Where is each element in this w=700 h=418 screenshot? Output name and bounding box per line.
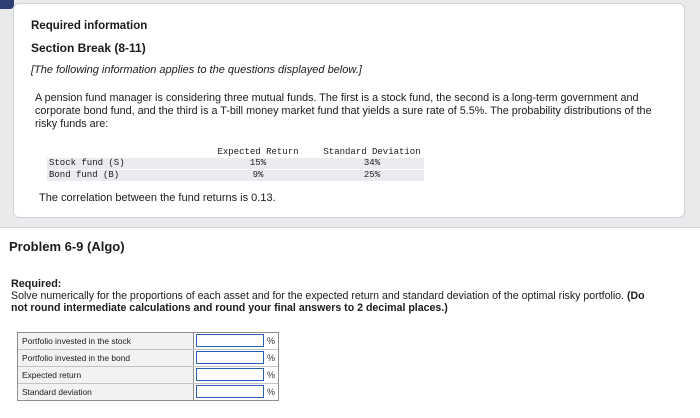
percent-unit: % [267,336,276,346]
answer-row-stock [18,333,278,350]
info-intro: A pension fund manager is considering three mutual funds. The first is a stock fund, the second is a long-term government and corporate bond fund, and the third is a T-bill money market fund that yields a sure rate of 5.5%. The probability distributions of the risky funds are: [35,92,652,130]
fund-name: Stock fund (S) [49,158,125,168]
answer-label: Portfolio invested in the stock [18,333,194,349]
answer-row-bond [18,350,278,367]
standard-deviation-input[interactable] [196,385,264,398]
fund-expected-return: 9% [252,170,264,180]
answer-row-standard-deviation [18,384,278,400]
fund-distribution-table [47,147,424,181]
correlation-text: The correlation between the fund returns is 0.13. [39,192,276,204]
stock-proportion-input[interactable] [196,334,264,347]
table-row [47,158,424,169]
info-note: [The following information applies to the questions displayed below.] [31,64,362,76]
required-instructions-text: Solve numerically for the proportions of each asset and for the expected return and standard deviation of the optimal risky portfolio. [11,290,625,302]
table-row [47,170,424,181]
percent-unit: % [267,370,276,380]
answer-grid [17,332,279,401]
fund-standard-deviation: 34% [363,158,381,168]
problem-card [0,227,700,418]
required-information-card [13,3,685,218]
header-expected-return: Expected Return [217,147,299,157]
required-label: Required: [11,278,62,290]
expected-return-input[interactable] [196,368,264,381]
answer-label: Standard deviation [18,384,194,400]
percent-unit: % [267,387,276,397]
answer-row-expected-return [18,367,278,384]
fund-name: Bond fund (B) [49,170,120,180]
info-title: Required information [31,20,148,32]
corner-tab [0,0,14,9]
percent-unit: % [267,353,276,363]
required-instructions [11,290,651,314]
bond-proportion-input[interactable] [196,351,264,364]
required-rounding-note: (Do not round intermediate calculations and round your final answers to 2 decimal places.) [11,290,645,314]
problem-title: Problem 6-9 (Algo) [9,239,125,254]
section-break-heading: Section Break (8-11) [31,41,146,55]
answer-label: Expected return [18,367,194,383]
answer-label: Portfolio invested in the bond [18,350,194,366]
header-standard-deviation: Standard Deviation [323,147,421,157]
fund-standard-deviation: 25% [363,170,381,180]
table-header [47,147,424,158]
fund-expected-return: 15% [249,158,267,168]
